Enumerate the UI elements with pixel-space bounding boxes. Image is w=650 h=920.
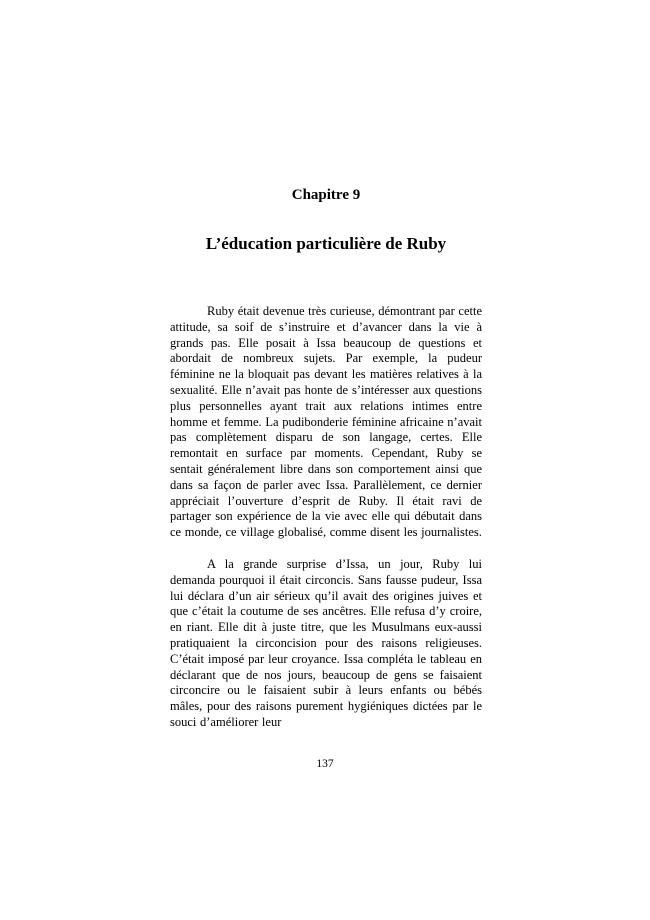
paragraph-2: A la grande surprise d’Issa, un jour, Ruby lui demanda pourquoi il était circoncis. Sans fausse pudeur, Issa lui déclara d’un air sérieux qu’il avait des origines juives et que c’était la coutume de ses ancêtres. Elle refusa d’y croire, en riant. Elle dit à juste titre, que les Musulmans eux-aussi pratiquaient la circoncision pour des raisons religieuses. C’était imposé par leur croyance. Issa compléta le tableau en déclarant que de nos jours, beaucoup de gens se faisaient circoncire ou le faisaient subir à leurs enfants ou bébés mâles, pour des raisons purement hygiéniques dictées par le souci d’améliorer leur bbox=[170, 556, 482, 729]
chapter-subtitle: L’éducation particulière de Ruby bbox=[205, 234, 447, 253]
text-column bbox=[170, 186, 482, 747]
paragraph-1: Ruby était devenue très curieuse, démontrant par cette attitude, sa soif de s’instruire et d’avancer dans la vie à grands pas. Elle posait à Issa beaucoup de questions et abordait de nombreux sujets. Par exemple, la pudeur féminine ne la bloquait pas devant les matières relatives à la sexualité. Elle n’avait pas honte de s’intéresser aux questions plus personnelles ayant trait aux relations intimes entre homme et femme. La pudibonderie féminine africaine n’avait pas complètement disparu de son langage, certes. Elle remontait en surface par moments. Cependant, Ruby se sentait généralement libre dans son comportement ainsi que dans sa façon de parler avec Issa. Parallèlement, ce dernier appréciait l’ouverture d’esprit de Ruby. Il était ravi de partager son expérience de la vie avec elle qui débutait dans ce monde, ce village globalisé, comme disent les journalistes. bbox=[170, 304, 482, 540]
page-number: 137 bbox=[316, 758, 334, 770]
chapter-title: Chapitre 9 bbox=[291, 187, 361, 203]
